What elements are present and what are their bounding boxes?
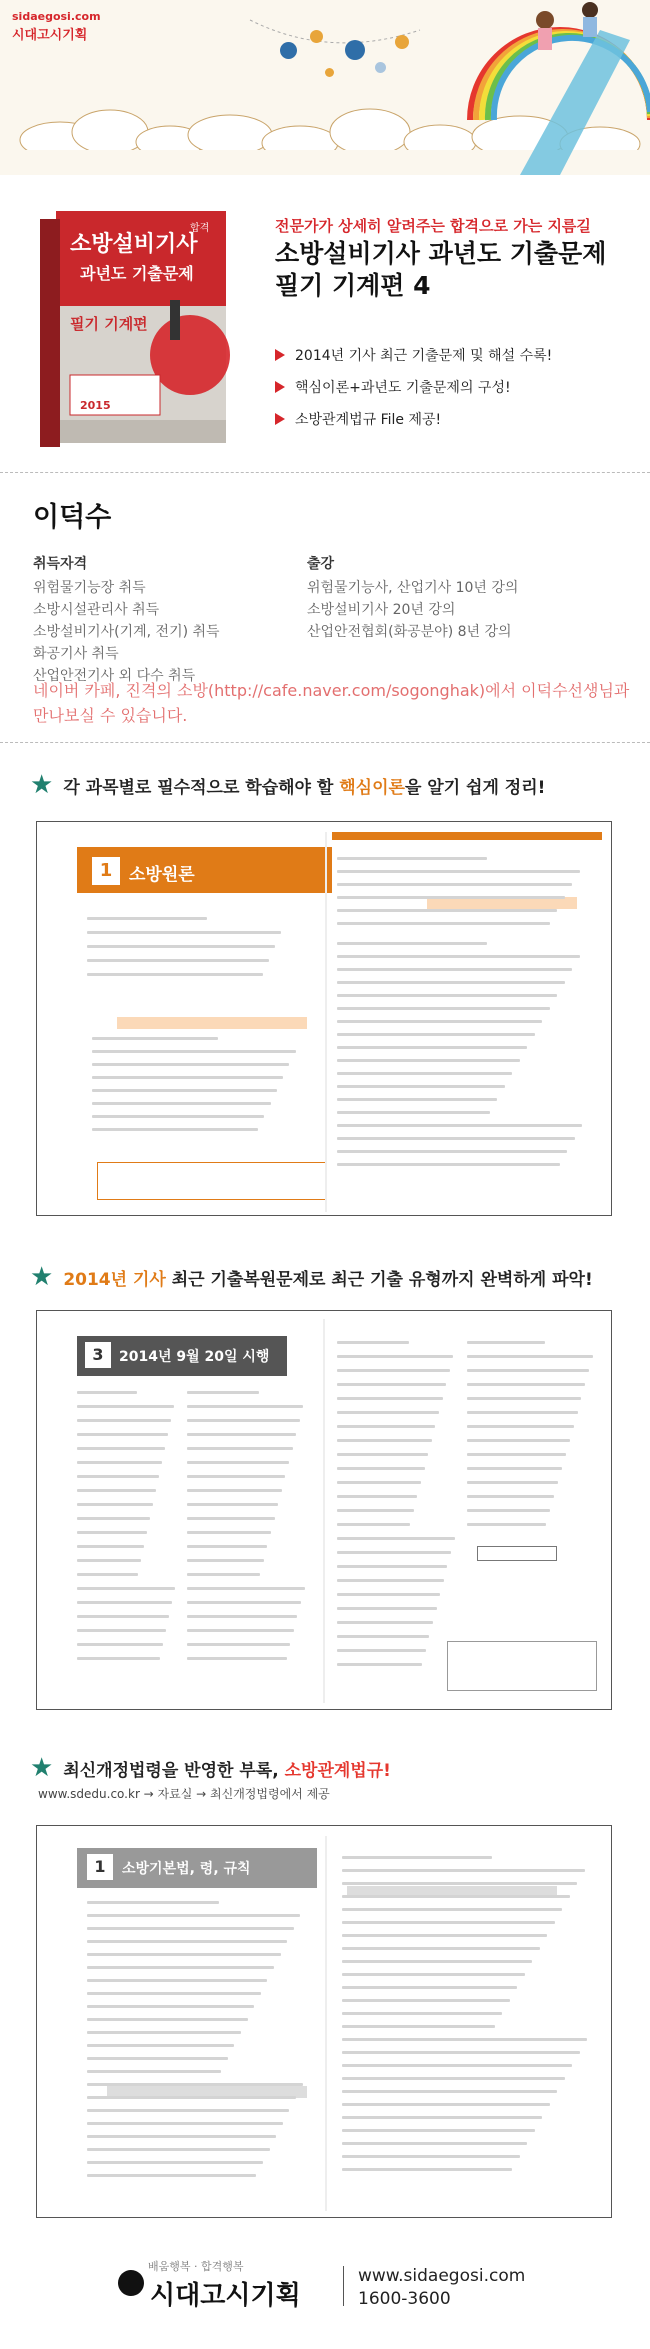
sample-text-line [77,1531,147,1534]
page-divider [323,1319,325,1703]
sample-text-line [87,2148,270,2151]
book-cover-sub: 과년도 기출문제 [80,264,194,283]
sample-text-line [337,1059,520,1062]
sample-text-line [337,1565,447,1568]
lectures-heading: 출강 [307,556,335,572]
sample-text-line [342,1960,532,1963]
page-divider [325,832,327,1212]
sample-text-line [467,1453,566,1456]
sample-text-line [187,1615,297,1618]
sample-text-line [337,1163,560,1166]
exam-answer-box [447,1641,597,1691]
sample-text-line [467,1509,550,1512]
theory-highlight-box [117,1017,307,1029]
tagline: 전문가가 상세히 알려주는 합격으로 가는 지름길 [275,217,591,235]
sample-text-line [92,1050,296,1053]
sample-text-line [187,1419,300,1422]
sample-text-line [467,1467,562,1470]
sample-text-line [87,959,269,962]
sample-text-line [467,1481,558,1484]
sample-text-line [337,1663,422,1666]
book-cover-year: 2015 [80,399,111,412]
sample-text-line [337,1124,582,1127]
sample-text-line [337,1523,410,1526]
sample-text-line [87,2044,234,2047]
header-banner [0,0,650,175]
sample-text-line [337,1072,512,1075]
sample-text-line [337,1137,575,1140]
sample-text-line [87,973,263,976]
sample-text-line [187,1503,278,1506]
sample-text-line [337,1369,450,1372]
sample-text-line [467,1523,546,1526]
sample-text-line [337,1593,440,1596]
decor-dot [280,42,297,59]
feature-list [275,345,552,441]
feature-text: 2014년 기사 최근 기출문제 및 해설 수록! [295,348,553,364]
sample-text-line [342,1947,540,1950]
lecture-item: 위험물기능사, 산업기사 10년 강의 [307,580,519,596]
sample-text-line [337,1579,444,1582]
download-path: www.sdedu.co.kr → 자료실 → 최신개정법령에서 제공 [38,1787,330,1801]
decor-dot [375,62,386,73]
sample-text-line [337,1495,417,1498]
book-title [275,238,606,302]
logo-name: 시대고시기획 [12,28,88,43]
sample-text-line [342,2129,535,2132]
sample-text-line [337,909,557,912]
book-cover-title: 소방설비기사 [70,232,198,257]
sample-text-line [337,1150,567,1153]
sample-text-line [87,2031,241,2034]
sample-text-line [77,1461,162,1464]
sample-text-line [337,1085,505,1088]
feature-text: 핵심이론+과년도 기출문제의 구성! [295,380,511,396]
cafe-notice [33,678,629,728]
sample-text-line [187,1447,293,1450]
section1-heading [30,770,545,800]
qualification-item: 소방시설관리사 취득 [33,602,160,618]
qualification-item: 화공기사 취득 [33,646,119,662]
logo-url: sidaegosi.com [12,10,101,23]
footer-website[interactable]: www.sidaegosi.com [358,2266,526,2286]
cafe-line1: 네이버 카페, 진격의 소방(http://cafe.naver.com/sogonghak)에서 이덕수선생님과 [33,681,630,700]
star-icon: ★ [30,1262,54,1292]
sample-text-line [342,1999,510,2002]
sample-page-law [36,1825,612,2218]
sample-text-line [187,1531,271,1534]
sample-text-line [187,1657,287,1660]
sample-text-line [187,1461,289,1464]
sample-text-line [342,2155,520,2158]
book-cover-part: 필기 기계편 [70,315,148,333]
sample-text-line [467,1369,589,1372]
book-title-line2: 필기 기계편 4 [275,271,431,300]
author-lectures [307,553,518,643]
section3-highlight: 소방관계법규! [284,1760,391,1781]
author-name: 이덕수 [33,502,112,533]
sample-text-line [342,2116,542,2119]
sample-text-line [337,896,565,899]
lecture-item: 산업안전협회(화공분야) 8년 강의 [307,624,512,640]
cafe-line2: 만나보실 수 있습니다. [33,706,188,725]
sample-text-line [337,1649,426,1652]
sample-text-line [92,1102,271,1105]
sample-text-line [77,1419,171,1422]
triangle-icon [275,349,285,361]
chapter-number: 3 [85,1342,111,1368]
book-title-line1: 소방설비기사 과년도 기출문제 [275,239,607,268]
sample-text-line [87,2070,221,2073]
sample-text-line [92,1128,258,1131]
sample-text-line [87,1966,274,1969]
sample-text-line [342,1908,562,1911]
sample-text-line [87,2005,254,2008]
footer-separator [343,2266,344,2306]
sample-text-line [187,1643,290,1646]
sample-text-line [92,1037,218,1040]
sample-text-line [187,1587,305,1590]
sample-text-line [342,2168,512,2171]
sample-text-line [342,1973,525,1976]
sample-text-line [342,1895,570,1898]
chapter-number: 1 [92,857,120,885]
sample-text-line [87,1953,281,1956]
sample-text-line [87,2096,296,2099]
sample-text-line [77,1657,160,1660]
sample-text-line [337,968,572,971]
sample-text-line [87,2122,283,2125]
sample-text-line [87,2057,228,2060]
sample-text-line [337,1537,455,1540]
section3-heading [30,1753,391,1783]
sample-page-exam [36,1310,612,1710]
sample-text-line [342,2077,565,2080]
section2-heading [30,1262,593,1292]
sample-text-line [77,1643,163,1646]
section2-post: 최근 기출복원문제로 최근 기출 유형까지 완벽하게 파악! [165,1269,593,1290]
divider [0,742,650,743]
sample-text-line [77,1615,169,1618]
sample-text-line [87,2083,303,2086]
sample-text-line [337,1397,443,1400]
divider [0,472,650,473]
section2-title [63,1265,592,1290]
section1-pre: 각 과목별로 필수적으로 학습해야 할 [63,777,340,798]
decor-dot [395,35,409,49]
footer-phone: 1600-3600 [358,2289,451,2309]
qualification-item: 위험물기능장 취득 [33,580,146,596]
sample-text-line [77,1587,175,1590]
sample-text-line [92,1089,277,1092]
sample-text-line [87,1914,300,1917]
sample-text-line [342,2090,557,2093]
sample-text-line [337,1439,432,1442]
sample-text-line [337,1607,437,1610]
sample-text-line [77,1601,172,1604]
sample-text-line [467,1425,574,1428]
sample-text-line [77,1391,137,1394]
sample-text-line [342,1869,585,1872]
sample-text-line [77,1503,153,1506]
section3-pre: 최신개정법령을 반영한 부록, [63,1760,285,1781]
sample-text-line [87,1927,294,1930]
sample-text-line [92,1076,283,1079]
sample-text-line [467,1355,593,1358]
feature-text: 소방관계법규 File 제공! [295,412,442,428]
sample-text-line [337,1341,409,1344]
page-divider [325,1836,327,2211]
sample-text-line [342,1882,577,1885]
author-qualifications [33,553,220,687]
sample-text-line [337,1467,425,1470]
qualification-item: 소방설비기사(기계, 전기) 취득 [33,624,220,640]
qualifications-heading: 취득자격 [33,556,88,572]
sample-text-line [342,2103,550,2106]
triangle-icon [275,413,285,425]
sample-text-line [87,1992,261,1995]
sample-text-line [337,1111,490,1114]
sample-text-line [337,1425,435,1428]
sample-text-line [342,1856,492,1859]
decor-dot [325,68,334,77]
sample-text-line [77,1447,165,1450]
sample-text-line [337,981,565,984]
sample-text-line [87,2174,256,2177]
sample-text-line [467,1411,578,1414]
section3-title [63,1756,391,1781]
sample-text-line [337,1355,453,1358]
sample-text-line [337,994,557,997]
feature-item [275,345,552,365]
sample-text-line [87,945,275,948]
sample-text-line [337,1411,439,1414]
sample-text-line [87,2161,263,2164]
star-icon: ★ [30,770,54,800]
sample-text-line [187,1489,282,1492]
exam-answer-box [477,1546,557,1561]
footer-slogan: 배움행복 · 합격행복 [148,2260,244,2273]
sample-text-line [337,955,580,958]
sample-text-line [187,1517,275,1520]
sample-text-line [342,1986,517,1989]
sample-text-line [342,2064,572,2067]
sample-text-line [77,1573,138,1576]
sample-text-line [337,857,487,860]
sample-text-line [342,2142,527,2145]
sample-text-line [337,870,580,873]
sample-text-line [342,1921,555,1924]
sample-text-line [342,2025,495,2028]
book-badge: 합격 [190,223,210,234]
sample-text-line [87,931,281,934]
footer-logo-mark [118,2270,144,2296]
chapter-title: 소방원론 [129,865,195,885]
sample-text-line [342,2012,502,2015]
feature-item [275,409,552,429]
sample-text-line [337,1098,497,1101]
sample-text-line [92,1063,289,1066]
sample-text-line [337,1020,542,1023]
sample-text-line [92,1115,264,1118]
sample-text-line [467,1397,581,1400]
star-icon: ★ [30,1753,54,1783]
sample-text-line [87,2135,276,2138]
sample-text-line [87,1940,287,1943]
decor-dot [310,30,323,43]
sample-text-line [77,1545,144,1548]
feature-item [275,377,552,397]
section1-post: 을 알기 쉽게 정리! [404,777,546,798]
section1-title [63,773,545,798]
section2-highlight: 2014년 기사 [63,1269,166,1290]
sample-text-line [467,1341,545,1344]
sample-text-line [337,1621,433,1624]
sample-text-line [337,942,487,945]
chapter-title: 2014년 9월 20일 시행 [119,1349,270,1365]
sample-text-line [187,1475,285,1478]
triangle-icon [275,381,285,393]
sample-text-line [337,1635,429,1638]
sample-text-line [337,1481,421,1484]
sample-text-line [337,922,550,925]
sample-text-line [337,1551,451,1554]
chapter-title: 소방기본법, 령, 규칙 [122,1861,251,1877]
sample-text-line [87,2109,289,2112]
sample-text-line [77,1433,168,1436]
book-cover [40,205,240,450]
sample-text-line [77,1559,141,1562]
sample-text-line [467,1383,585,1386]
sample-text-line [77,1475,159,1478]
sample-text-line [187,1405,303,1408]
sample-text-line [187,1391,259,1394]
sample-text-line [87,1901,219,1904]
sample-text-line [77,1517,150,1520]
sample-text-line [467,1495,554,1498]
footer-logo: 시대고시기획 [150,2281,301,2311]
sample-text-line [87,1979,267,1982]
sample-text-line [77,1629,166,1632]
sample-text-line [77,1405,174,1408]
sample-text-line [342,1934,547,1937]
sample-text-line [187,1573,260,1576]
sample-text-line [337,1383,446,1386]
sample-text-line [337,1453,428,1456]
sample-text-line [187,1433,296,1436]
sample-text-line [87,2018,248,2021]
sample-text-line [337,883,572,886]
lecture-item: 소방설비기사 20년 강의 [307,602,456,618]
qualification-item: 산업안전기사 외 다수 취득 [33,668,196,684]
sample-text-line [77,1489,156,1492]
decor-dot [345,40,365,60]
sample-text-line [467,1439,570,1442]
header-illustration [0,0,650,175]
theory-table [97,1162,327,1200]
sample-text-line [187,1559,264,1562]
sample-text-line [187,1545,267,1548]
sample-text-line [337,1509,414,1512]
sample-text-line [87,917,207,920]
sample-text-line [337,1007,550,1010]
sample-text-line [342,2051,580,2054]
sample-text-line [187,1629,294,1632]
sample-page-theory [36,821,612,1216]
right-header-bar [332,832,602,840]
sample-text-line [187,1601,301,1604]
sample-text-line [342,2038,587,2041]
chapter-number: 1 [87,1854,113,1880]
sample-text-line [337,1046,527,1049]
section1-highlight: 핵심이론 [339,777,405,798]
sample-text-line [337,1033,535,1036]
